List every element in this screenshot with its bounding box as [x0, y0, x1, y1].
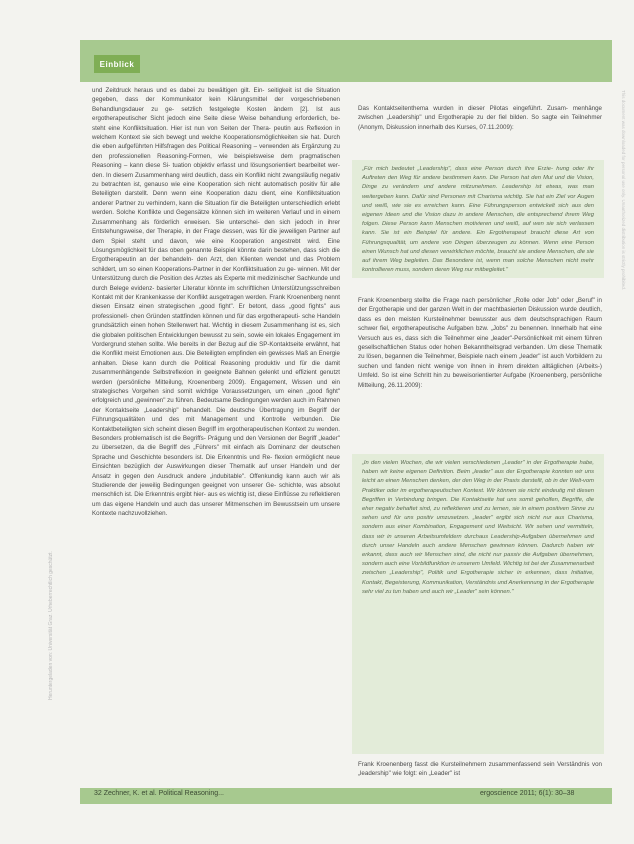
closing-paragraph: Frank Kroenenberg fasst die Kursteilnehmern zusammenfassend sein Verständnis von „leadership" wie folgt: ein „Leader" ist [358, 761, 602, 778]
footer-citation: 32 Zechner, K. et al. Political Reasoning... [94, 790, 224, 797]
left-column [92, 86, 340, 786]
left-margin-note: Heruntergeladen von: Universität Graz. Urheberrechtlich geschützt. [48, 551, 54, 700]
section-tag: Einblick [94, 55, 140, 73]
header-banner [80, 40, 612, 82]
quote-1-text: „Für mich bedeutet „Leadership", dass eine Person durch ihre Erzie- hung oder ihr Auftreten den Weg für andere bestimmen kann. Die Person hat den Mut und die Vision, Dinge zu verändern und andere mitzunehmen. Leadership ist etwas, was man weitergeben kann. Dafür sind Personen mit Charisma wichtig. Sie hat ein Ziel vor Augen und weiß, wie sie es erreichen kann. Eine Führungsperson entwickelt sich aus den eigenen Ideen und die Vision dazu in andere Menschen, die entsprechend ihrem Weg folgen. Diese Person kann Menschen motivieren und weiß, auf wen sie sich verlassen kann. Sie ist ein Beispiel für andere. Ein Ergotherapeut braucht diese Art von Führungsqualität, um andere von Dingen überzeugen zu können. Wenn eine Person einen Wunsch hat und diesen verwirklichen möchte, braucht sie andere Menschen, die sie auf ihrem Weg begleiten. Das Besondere ist, wenn man solche Menschen nicht mehr kontrollieren muss, sondern deren Weg nur mitbegleitet." [362, 166, 594, 274]
right-margin-note: This document was downloaded for personal use only. Unauthorized distribution is strictly prohibited. [621, 90, 626, 291]
quote-box-2 [352, 454, 604, 754]
middle-paragraph: Frank Kroenenberg stellte die Frage nach persönlicher „Rolle oder Job" oder „Beruf" in der Ergotherapie und der ganzen Welt in der machtbasierten Diskussion wurde deutlich, dass es den meisten Kursteilnehmer bewusster aus dem deutschsprachigen Raum schwer fiel, ergotherapeutische Aufgaben bzw. „Jobs" zu benennen. Innerhalb hat eine Versuch aus es, dass sich die Teilnehmer eine „leader"-Persönlichkeit mit einem führen gesellschaftlichen Status oder hohen Bekanntheitsgrad verbanden. Um diese Thematik zu lösen, begannen die Teilnehmer, Beispiele nach einem „leader" ist auch Vorbildern zu suchen und fanden nicht wenige von ihnen in ihrem direkten alltäglichen (Arbeits-) Umfeld. So ist eine Schritt hin zu beweisorientierter Aufgabe (Kroenenberg, persönliche Mitteilung, 26.11.2009): [358, 297, 602, 389]
right-column-intro [358, 104, 602, 156]
right-column-middle [358, 296, 602, 448]
left-column-text: und Zeitdruck heraus und es dabei zu bewältigen gilt. Ein- seitigkeit ist die Situation gegeben, dass der Kommunikator kein Klärungsmittel der vorgeschriebenen Behandlungsdauer zu ge- setzlich festgelegte Kosten ändern [2]. Ist aus ergotherapeutischer Sicht jedoch eine Seite diese Weise behandlung erforderlich, be- steht eine Konfliktsituation. Hier ist nun von Seiten der Thera- peutin aus Reflexion in welchem Kontext sie sich bewegt und welche Kooperationsmöglichkeiten sie hat. Durch die eben aufgeführten Hilfsfragen des Political Reasoning – verwenden als Ergänzung zu den professionellen Reasoning-Formen, wie beispielsweise dem pragmatischen Reasoning – kann diese Si- tuation objektiv erfasst und lösungsorientiert bearbeitet wer- den. In diesem Zusammenhang wird deutlich, dass ein Konflikt nicht zwangsläufig negativ zu betrachten ist, genauso wie eine Kooperation sich nicht automatisch positiv für alle Beteiligten darstellt. Denn wenn eine Kooperation dazu dient, eine Konfliktsituation anderer Partner zu verhindern, kann die Situation für die Beteiligten unterschiedlich erlebt werden. Solche Konflikte und Gegensätze können sich im weiteren Verlauf und in einem Zusammenhang als förderlich erweisen. Sie unterschei- den sich jedoch in ihrer Entstehungsweise, der Therapie, in der Frage dessen, was für die jeweiligen Partner auf dem Spiel steht und davon, wie eine Kooperation angestrebt wird. Eine Lösungsmöglichkeit für das oben genannte Beispiel könnte darin bestehen, dass sich die Ergotherapeutin an der behandeln- den Arzt, den Klienten wendet und das Problem schildert, um so einen Kooperations-Partner in der Konfliktsituation zu ge- winnen. Mit der Unterstützung durch die Position des Arztes als Experte mit medizinischer Sachkunde und durch Belege evidenz- basierter Literatur könnte im schriftlichen Unterstützungsschreiben Kontakt mit der Krankenkasse der Konflikt ausgetragen werden. Frank Kroenenberg nennt diesen Einsatz einen strategischen „good fight". Er betont, dass „good fights" aus professionell- chen Gründen stattfinden können und für das ergotherapeuti- sche Handeln grundsätzlich einen hohen Stellenwert hat. Wichtig in diesem Zusammenhang ist es, sich die globalen politischen Entwicklungen bewusst zu sein, sowie ein lokales Engagement im Vordergrund stehen sollte. Wie bereits in der Bezug auf die SP-Kontaktseite erwähnt, hat die Konflikt meist Emotionen aus. Die Beteiligten empfinden ein gewisses Maß an Energie anhalten. Diese kann durch die Political Reasoning produktiv und für die damit zusammenhängende Selbstreflexion in geeignete Bahnen gelenkt und effizient genutzt werden (persönliche Mitteilung, Kroenenberg 2009). Engagement, Wissen und ein strategisches Vorgehen sind somit wichtige Voraussetzungen, um einen „good fight" erfolgreich und „gewinnen" zu führen. Bedeutsame Bedingungen werden auch im Rahmen der Kontaktseite „Leadership" behandelt. Die deutsche Übertragung im Begriff der Führungsqualitäten und des mit Management und Kontrolle verbunden. Die Kontaktbeteiligten sich scheint diesen Begriff im ergotherapeutischen Kontext zu wenden. Besonders problematisch ist die Begriffs- Prägung und den Versionen der Begriff „leader" zu übersetzen, da die Begriff des „Führers" mit einfach als Dominanz der deutschen Sprache und Geschichte besonders ist. Die Erkenntnis und Re- flexion ermöglicht neue Einsichten bezüglich der Auswirkungen dieser Thematik auf unser Handeln und der Ansatz in gegen den Ausdruck andere „indubitable". Offenkundig kann auch wir als Studierende der jeweilig Bedingungen geeignet von unserer Ge- schichte, was absolut menschlich ist. Die Erkenntnis ergibt hier- aus es wichtig ist, diese Einflüsse zu reflektieren um das eigene Handeln und auch das unserer Mitmenschen im Bewusstsein um unsere Kontexte nachzuvollziehen. [92, 87, 340, 518]
quote-box-1 [352, 160, 604, 278]
right-column-closing [358, 760, 602, 786]
quote-2-text: „In den vielen Wochen, die wir vielen verschiedenen „Leader" in der Ergotherapie habe, haben wir keine eigenen Definition. Beim „leader" aus der Ergotherapie konnten wir uns leicht an einen Menschen denken, der den Weg in der Praxis darstellt, ob in der Welt-vom Praktiker oder im ergotherapeutischen Kontext. Wir können sie nicht eindeutig mit diesen Begriffen in Verbindung bringen. Die Kontaktseite hat uns somit geholfen, Begriffe, die eher negativ behaftet sind, zu reflektieren und zu lernen, sie in einem positiven Sinne zu sehen und für uns positiv umzusetzen. „leader" ergibt sich nicht nur aus Charisma, sondern aus einer Kombination, Engagement und Weitsicht. Wir sehen und vermitteln, dass wir in unseren Arbeitsumfeldern durchaus Leadership-Aufgaben übernehmen und durch unser Handeln auch andere Menschen gewinnen können. Dadurch haben wir erkannt, dass auch wir Menschen sind, die nicht nur passiv die Aufgaben übernehmen, sondern auch eine Vorbildfunktion in unserem Umfeld. Wichtig ist bei der Zusammenarbeit zwischen „Leadership", Politik und Ergotherapie sicher in erkennen, dass Initiative, Kontakt, Begeisterung, Kommunikation, Verständnis und Anerkennung in der Ergotherapie sehr viel zu tun haben und auch wir „Leader" sein können." [362, 460, 594, 595]
footer-journal: ergoscience 2011; 6(1): 30–38 [480, 790, 575, 797]
intro-paragraph: Das Kontaktseitenthema wurden in dieser Pilotas eingeführt. Zusam- menhänge zwischen „Leadership" und Ergotherapie zu der fiel bilden. So sagte ein Teilnehmer (Anonym, Diskussion innerhalb des Kurses, 07.11.2009): [358, 105, 602, 131]
